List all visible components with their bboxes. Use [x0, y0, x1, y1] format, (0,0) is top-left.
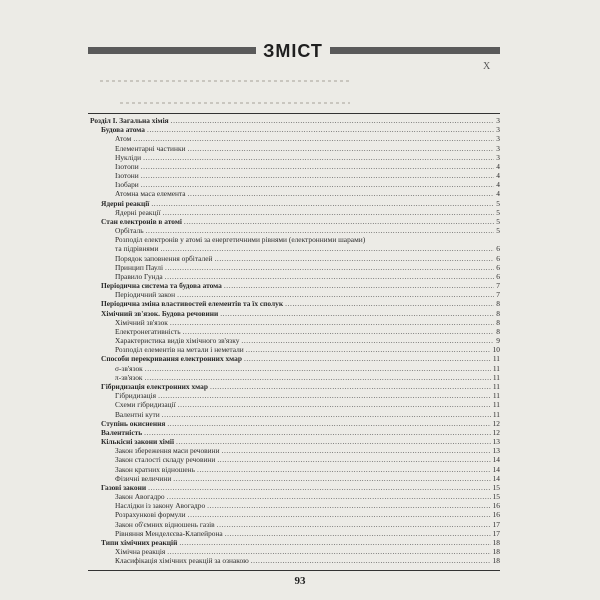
toc-entry-page: 11 [492, 363, 500, 373]
toc-entry-title: Хімічний зв'язок. Будова речовини [101, 308, 219, 318]
bottom-rule [88, 570, 500, 571]
toc-leader-dots [170, 318, 494, 327]
toc-leader-dots [141, 162, 495, 171]
title-stripe-right [330, 47, 500, 54]
toc-entry-title: Валентність [101, 427, 143, 437]
toc-leader-dots [241, 336, 494, 345]
toc-entry-page: 14 [492, 455, 500, 465]
toc-entry [90, 290, 500, 299]
toc-entry-title: Елементарні частинки [115, 143, 186, 153]
toc-entry-page: 4 [496, 171, 500, 181]
toc-entry-page: 11 [492, 400, 500, 410]
toc-entry-page: 11 [492, 391, 500, 401]
toc-leader-dots [225, 529, 491, 538]
toc-entry-title: Характеристика видів хімічного зв'язку [115, 336, 240, 346]
toc-entry [90, 153, 500, 162]
toc-leader-dots [217, 455, 490, 464]
toc-leader-dots [145, 364, 491, 373]
toc-entry [90, 474, 500, 483]
toc-leader-dots [285, 299, 494, 308]
toc-entry [90, 520, 500, 529]
toc-entry-page: 8 [496, 326, 500, 336]
toc-entry [90, 465, 500, 474]
toc-entry [90, 189, 500, 198]
toc-entry-title: Закон збереження маси речовини [115, 446, 220, 456]
toc-entry [90, 437, 500, 446]
toc-leader-dots [141, 180, 495, 189]
toc-entry-page: 5 [496, 207, 500, 217]
toc-entry [90, 483, 500, 492]
toc-entry-page: 7 [496, 281, 500, 291]
toc-entry [90, 327, 500, 336]
toc-leader-dots [171, 116, 495, 125]
toc-entry-page: 7 [496, 290, 500, 300]
toc-leader-dots [214, 254, 494, 263]
toc-leader-dots [222, 446, 491, 455]
toc-entry [90, 354, 500, 363]
toc-entry [90, 134, 500, 143]
toc-leader-dots [176, 437, 491, 446]
toc-entry-title: Ядерні реакції [115, 207, 161, 217]
toc-leader-dots [165, 272, 495, 281]
toc-entry-title: Розподіл елементів на метали і неметали [115, 345, 244, 355]
toc-entry-page: 3 [496, 134, 500, 144]
toc-entry [90, 281, 500, 290]
show-through-text [100, 80, 350, 82]
toc-entry-title: Правило Гунда [115, 271, 163, 281]
toc-entry-page: 4 [496, 189, 500, 199]
toc-entry-title: Закон сталості складу речовини [115, 455, 216, 465]
toc-entry-page: 6 [496, 244, 500, 254]
toc-entry [90, 171, 500, 180]
toc-entry-title: Газові закони [101, 482, 147, 492]
toc-entry [90, 318, 500, 327]
toc-entry-page: 14 [492, 473, 500, 483]
toc-leader-dots [246, 345, 491, 354]
toc-entry [90, 364, 500, 373]
toc-entry-page: 17 [492, 519, 500, 529]
toc-entry-page: 13 [492, 446, 500, 456]
toc-entry-title: Розділ І. Загальна хімія [90, 116, 169, 125]
toc-entry [90, 419, 500, 428]
toc-entry [90, 235, 500, 244]
toc-entry-page: 18 [492, 537, 500, 547]
toc-entry-title: та підрівнями [115, 244, 159, 254]
page-number: 93 [294, 575, 306, 587]
toc-entry [90, 492, 500, 501]
toc-leader-dots [144, 428, 490, 437]
toc-entry [90, 254, 500, 263]
toc-entry-page: 5 [496, 198, 500, 208]
toc-entry [90, 373, 500, 382]
toc-entry-page: 3 [496, 125, 500, 135]
show-through-text [120, 102, 350, 104]
toc-entry [90, 144, 500, 153]
toc-leader-dots [147, 125, 494, 134]
toc-entry [90, 538, 500, 547]
toc-entry-page: 14 [492, 464, 500, 474]
toc-entry [90, 125, 500, 134]
toc-entry-page: 6 [496, 262, 500, 272]
toc-entry-title: Ядерні реакції [101, 198, 150, 208]
toc-leader-dots [184, 217, 494, 226]
toc-entry [90, 446, 500, 455]
toc-leader-dots [207, 501, 490, 510]
toc-entry-title: Хімічний зв'язок [115, 317, 168, 327]
toc-leader-dots [167, 419, 490, 428]
toc-leader-dots [133, 134, 494, 143]
toc-entry-title: Періодичний закон [115, 290, 176, 300]
toc-entry-title: Рівняння Менделєєва-Клапейрона [115, 528, 223, 538]
toc-leader-dots [167, 547, 490, 556]
toc-entry-page: 18 [492, 547, 500, 557]
toc-entry-title: Схеми гібридизації [115, 400, 176, 410]
toc-entry-title: Принцип Паулі [115, 262, 164, 272]
toc-entry [90, 217, 500, 226]
toc-entry-title: Закон об'ємних відношень газів [115, 519, 215, 529]
toc-leader-dots [217, 520, 491, 529]
toc-entry [90, 263, 500, 272]
toc-entry-title: Ізотопи [115, 161, 139, 171]
toc-entry-page: 16 [492, 510, 500, 520]
toc-entry [90, 382, 500, 391]
toc-leader-dots [160, 244, 494, 253]
toc-entry-title: Кількісні закони хімії [101, 437, 174, 447]
toc-entry-page: 12 [492, 427, 500, 437]
toc-leader-dots [146, 226, 495, 235]
toc-leader-dots [210, 382, 491, 391]
toc-entry-title: Закон Авогадро [115, 492, 165, 502]
table-of-contents [90, 116, 500, 565]
toc-leader-dots [165, 263, 494, 272]
toc-entry [90, 400, 500, 409]
toc-leader-dots [178, 400, 491, 409]
toc-leader-dots [163, 208, 495, 217]
toc-entry-title: Орбіталь [115, 226, 144, 236]
toc-entry-title: Атом [115, 134, 132, 144]
toc-leader-dots [224, 281, 494, 290]
toc-entry-page: 17 [492, 528, 500, 538]
toc-entry [90, 199, 500, 208]
toc-entry [90, 272, 500, 281]
toc-leader-dots [162, 410, 491, 419]
toc-leader-dots [173, 474, 490, 483]
toc-entry-title: Атомна маса елемента [115, 189, 186, 199]
toc-entry-title: Гібридизація електронних хмар [101, 381, 208, 391]
toc-leader-dots [141, 171, 495, 180]
toc-leader-dots [151, 199, 494, 208]
toc-entry-page: 15 [492, 482, 500, 492]
toc-leader-dots [179, 538, 490, 547]
toc-leader-dots [167, 492, 491, 501]
toc-entry [90, 244, 500, 253]
toc-leader-dots [188, 144, 495, 153]
toc-entry [90, 391, 500, 400]
toc-leader-dots [177, 290, 494, 299]
toc-entry [90, 336, 500, 345]
toc-leader-dots [183, 327, 495, 336]
toc-entry-title: Будова атома [101, 125, 145, 135]
toc-entry [90, 428, 500, 437]
toc-entry [90, 501, 500, 510]
toc-entry-page: 6 [496, 253, 500, 263]
toc-entry-title: Нукліди [115, 152, 142, 162]
toc-entry-page: 8 [496, 317, 500, 327]
toc-entry-page: 4 [496, 180, 500, 190]
toc-entry-title: σ-зв'язок [115, 363, 143, 373]
toc-entry [90, 455, 500, 464]
toc-entry [90, 510, 500, 519]
toc-entry-page: 10 [492, 345, 500, 355]
toc-entry [90, 547, 500, 556]
toc-entry [90, 410, 500, 419]
toc-entry-title: Хімічна реакція [115, 547, 166, 557]
toc-entry [90, 345, 500, 354]
toc-leader-dots [188, 189, 495, 198]
toc-entry-page: 5 [496, 216, 500, 226]
toc-entry-title: Ізотони [115, 171, 139, 181]
toc-entry-page: 6 [496, 271, 500, 281]
toc-entry-page: 3 [496, 116, 500, 125]
toc-entry [90, 116, 500, 125]
toc-entry-page: 8 [496, 299, 500, 309]
toc-leader-dots [197, 465, 491, 474]
toc-entry-title: Розподіл електронів у атомі за енергетичними рівнями (електронними шарами) [115, 235, 366, 245]
toc-entry-title: Фізичні величини [115, 473, 172, 483]
toc-entry [90, 162, 500, 171]
toc-entry [90, 309, 500, 318]
top-rule [88, 113, 500, 114]
corner-mark: Х [483, 61, 491, 72]
toc-leader-dots [251, 556, 491, 565]
toc-entry-title: Закон кратних відношень [115, 464, 196, 474]
toc-entry-page: 8 [496, 308, 500, 318]
toc-entry-title: Ізобари [115, 180, 139, 190]
contents-title-bar [88, 38, 500, 64]
toc-entry-page: 11 [492, 409, 500, 419]
toc-entry-title: Порядок заповнення орбіталей [115, 253, 213, 263]
title-stripe-left [88, 47, 256, 54]
toc-leader-dots [143, 153, 494, 162]
toc-entry-page: 5 [496, 226, 500, 236]
toc-entry-title: Періодична система та будова атома [101, 281, 222, 291]
toc-entry-page: 12 [492, 418, 500, 428]
toc-entry-title: Стан електронів в атомі [101, 216, 182, 226]
toc-entry-page: 13 [492, 437, 500, 447]
toc-entry-title: Валентні кути [115, 409, 160, 419]
toc-entry [90, 556, 500, 565]
toc-entry [90, 180, 500, 189]
toc-entry-page: 11 [492, 354, 500, 364]
toc-entry-title: Класифікація хімічних реакцій за ознакою [115, 556, 249, 566]
toc-leader-dots [145, 373, 491, 382]
toc-entry-page: 3 [496, 152, 500, 162]
toc-entry [90, 529, 500, 538]
toc-entry-page: 9 [496, 336, 500, 346]
toc-entry [90, 299, 500, 308]
page-title: ЗМІСТ [263, 41, 323, 61]
toc-entry-title: Розрахункові формули [115, 510, 186, 520]
toc-entry-page: 15 [492, 492, 500, 502]
toc-leader-dots [244, 354, 491, 363]
toc-entry-title: Гібридизація [115, 391, 157, 401]
toc-leader-dots [158, 391, 491, 400]
toc-entry-title: Типи хімічних реакцій [101, 537, 178, 547]
toc-entry-page: 3 [496, 143, 500, 153]
toc-leader-dots [220, 309, 494, 318]
toc-leader-dots [148, 483, 490, 492]
toc-entry-page: 4 [496, 161, 500, 171]
toc-entry-title: Наслідки із закону Авогадро [115, 501, 206, 511]
toc-leader-dots [188, 510, 491, 519]
toc-entry [90, 226, 500, 235]
toc-entry-page: 11 [492, 381, 500, 391]
toc-entry-page: 16 [492, 501, 500, 511]
toc-entry-title: π-зв'язок [115, 372, 143, 382]
toc-entry-title: Періодична зміна властивостей елементів та їх сполук [101, 299, 284, 309]
toc-entry-page: 18 [492, 556, 500, 566]
toc-entry-title: Способи перекривання електронних хмар [101, 354, 242, 364]
toc-entry-title: Електронегативність [115, 326, 181, 336]
toc-entry-title: Ступінь окиснення [101, 418, 166, 428]
toc-entry [90, 208, 500, 217]
toc-entry-page: 11 [492, 372, 500, 382]
